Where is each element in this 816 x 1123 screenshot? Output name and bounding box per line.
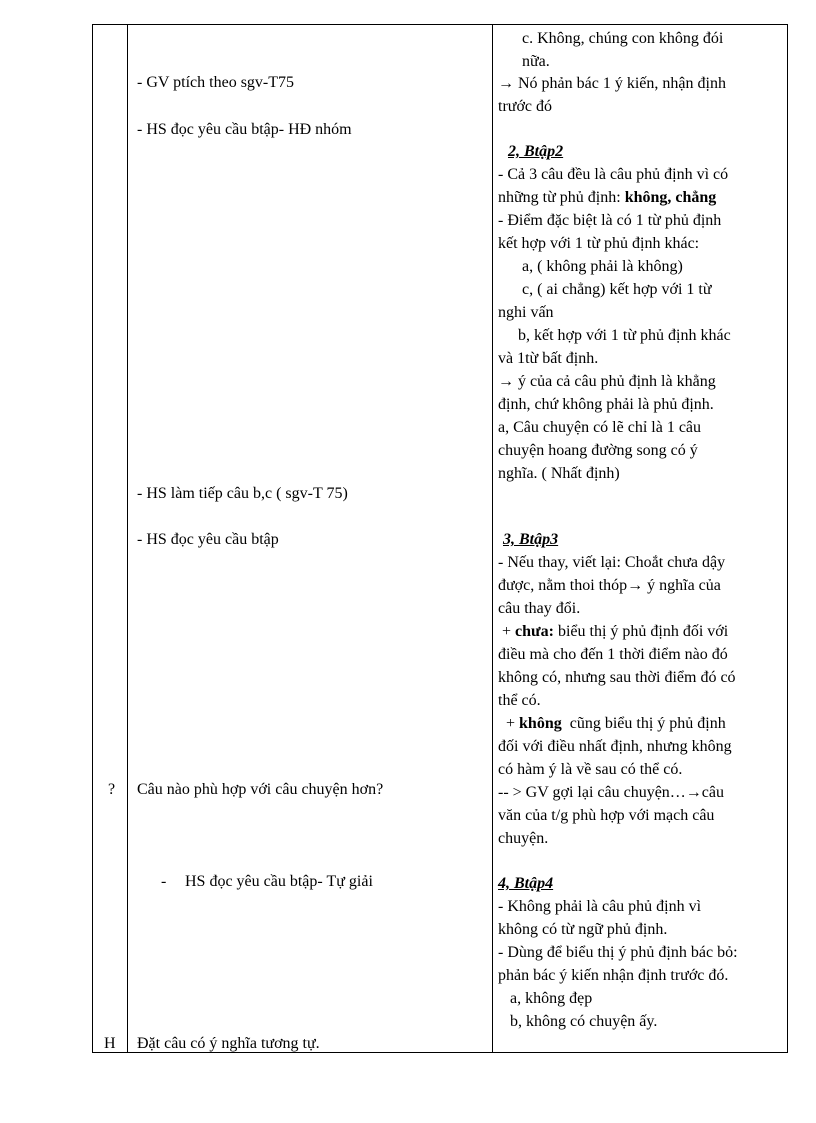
arrow-line1: → Nó phản bác 1 ý kiến, nhận định	[498, 75, 726, 92]
bt4-line6: b, không có chuyện ấy.	[510, 1013, 658, 1030]
bt2-line13: chuyện hoang đường song có ý	[498, 442, 698, 459]
arrow-line2: trước đó	[498, 98, 553, 115]
bt3-line8-text: cũng biểu thị ý phủ định	[561, 715, 726, 732]
bt4-line5: a, không đẹp	[510, 990, 593, 1007]
answer-c-line1: c. Không, chúng con không đói	[522, 30, 724, 47]
bt3-line8	[498, 713, 726, 735]
hs-btap-hd-line: - HS đọc yêu cầu btập- HĐ nhóm	[137, 121, 352, 138]
bt3-line9: đối với điều nhất định, nhưng không	[498, 738, 732, 755]
bt3-line11: -- > GV gợi lại câu chuyện…→câu	[498, 784, 725, 801]
bt3-line2: được, nằm thoi thóp→ ý nghĩa của	[498, 577, 721, 594]
bt4-line1: - Không phải là câu phủ định vì	[498, 898, 702, 915]
bt4-heading: 4, Btập4	[498, 875, 554, 892]
question-marker: ?	[108, 781, 116, 798]
bt2-line5: a, ( không phải là không)	[522, 258, 683, 275]
bt2-line14: nghĩa. ( Nhất định)	[498, 465, 620, 482]
bt2-line3: - Điểm đặc biệt là có 1 từ phủ định	[498, 212, 722, 229]
bt2-line6: c, ( ai chẳng) kết hợp với 1 từ	[522, 281, 712, 298]
column-divider-left	[127, 25, 128, 1052]
answer-c-line2: nữa.	[522, 53, 550, 70]
bt3-line7: thể có.	[498, 692, 541, 709]
bt3-line8-bold: không	[519, 715, 562, 732]
bt4-line3: - Dùng để biểu thị ý phủ định bác bỏ:	[498, 944, 738, 961]
hs-doc-btap-line: - HS đọc yêu cầu btập	[137, 531, 279, 548]
bt2-line11: định, chứ không phải là phủ định.	[498, 396, 714, 413]
lesson-table	[92, 24, 788, 1053]
bt3-line4	[498, 621, 728, 643]
bt2-line9: và 1từ bất định.	[498, 350, 599, 367]
bt2-line8: b, kết hợp với 1 từ phủ định khác	[518, 327, 731, 344]
hs-tu-giai-line: HS đọc yêu cầu btập- Tự giải	[185, 873, 373, 890]
bt3-line4-bold: chưa:	[515, 623, 554, 640]
bt3-line13: chuyện.	[498, 830, 549, 847]
dash-bullet: -	[161, 873, 167, 890]
gv-ptich-line: - GV ptích theo sgv-T75	[137, 74, 295, 91]
bt3-line4-text: biểu thị ý phủ định đối với	[553, 623, 729, 640]
bt2-line4: kết hợp với 1 từ phủ định khác:	[498, 235, 700, 252]
bt4-line4: phản bác ý kiến nhận định trước đó.	[498, 967, 729, 984]
column-divider-right	[492, 25, 493, 1052]
cau-nao-question: Câu nào phù hợp với câu chuyện hơn?	[137, 781, 384, 798]
bt3-line4-prefix: +	[498, 623, 516, 640]
dat-cau-line: Đặt câu có ý nghĩa tương tự.	[137, 1035, 320, 1052]
bt3-line8-prefix: +	[498, 715, 520, 732]
bt2-line7: nghi vấn	[498, 304, 554, 321]
bt3-line5: điều mà cho đến 1 thời điểm nào đó	[498, 646, 728, 663]
bt3-line10: có hàm ý là về sau có thể có.	[498, 761, 683, 778]
bt2-heading: 2, Btập2	[508, 143, 564, 160]
bt2-line2-bold: không, chẳng	[624, 189, 717, 206]
bt2-line10: → ý của cả câu phủ định là khẳng	[498, 373, 716, 390]
bt3-heading: 3, Btập3	[503, 531, 559, 548]
hs-lam-tiep-line: - HS làm tiếp câu b,c ( sgv-T 75)	[137, 485, 348, 502]
bt2-line1: - Cả 3 câu đều là câu phủ định vì có	[498, 166, 729, 183]
bt3-line3: câu thay đổi.	[498, 600, 581, 617]
bt4-line2: không có từ ngữ phủ định.	[498, 921, 668, 938]
bt2-line2-text: những từ phủ định:	[498, 189, 625, 206]
bt3-line12: văn của t/g phù hợp với mạch câu	[498, 807, 715, 824]
bt3-line1: - Nếu thay, viết lại: Choắt chưa dậy	[498, 554, 726, 571]
bt2-line12: a, Câu chuyện có lẽ chỉ là 1 câu	[498, 419, 702, 436]
h-marker: H	[104, 1035, 116, 1052]
bt3-line6: không có, nhưng sau thời điểm đó có	[498, 669, 736, 686]
bt2-line2	[498, 187, 716, 209]
